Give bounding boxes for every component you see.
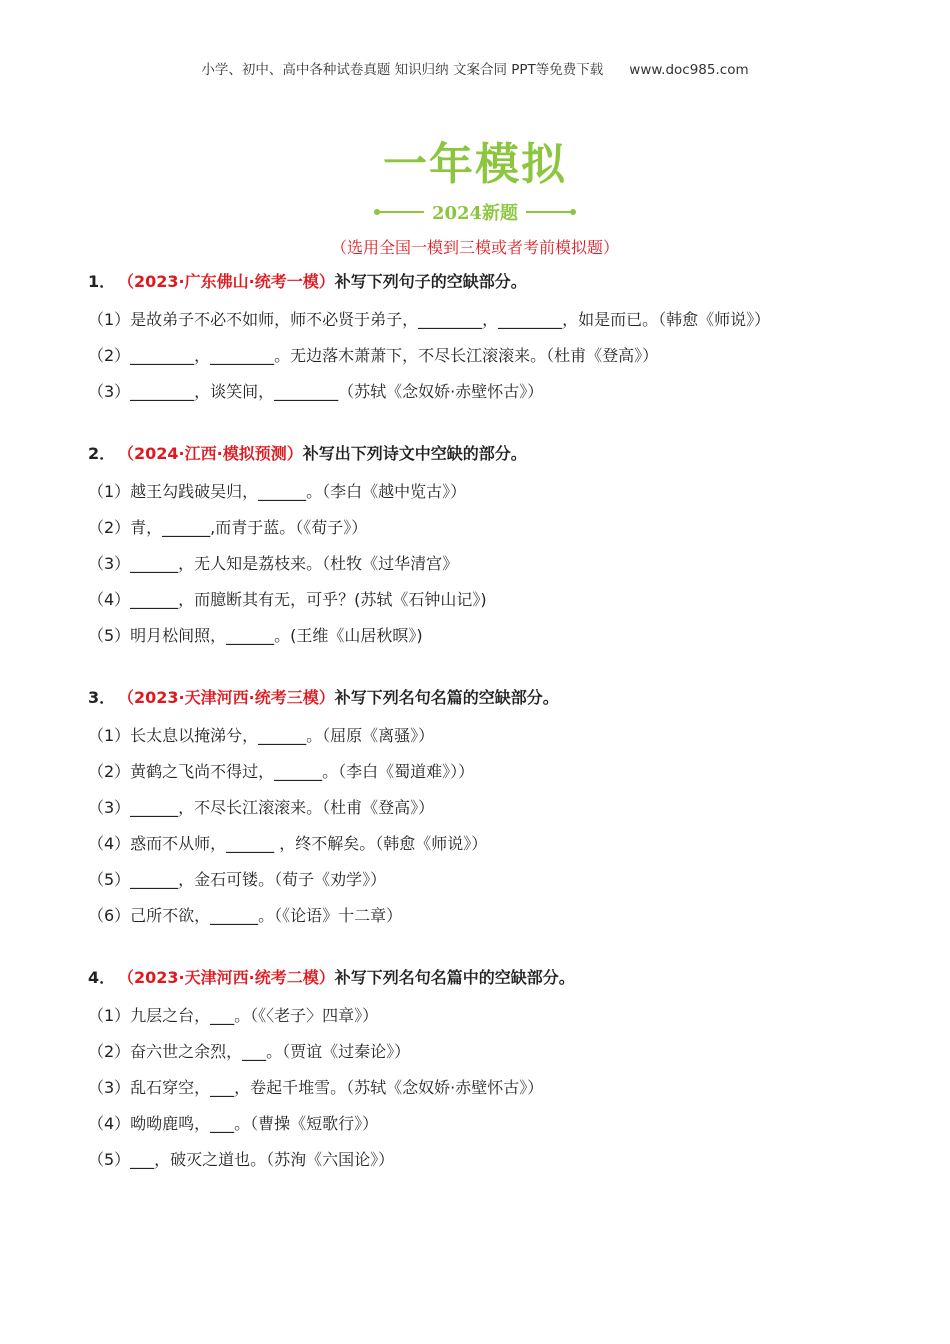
left-line-decoration xyxy=(380,211,424,213)
question-3 xyxy=(88,684,868,934)
question-item: （2）奋六世之余烈，___。（贾谊《过秦论》） xyxy=(88,1042,411,1061)
question-instruction: 补写下列句子的空缺部分。 xyxy=(334,272,527,291)
question-item: （5）______，金石可镂。（荀子《劝学》） xyxy=(88,870,387,889)
question-item: （1）九层之台，___。（《〈老子〉四章》） xyxy=(88,1006,379,1025)
question-item: （3）______，无人知是荔枝来。（杜牧《过华清宫》 xyxy=(88,554,459,573)
question-item: （5）明月松间照，______。(王维《山居秋暝》) xyxy=(88,626,423,645)
page-subtitle: 2024新题 xyxy=(431,203,519,224)
question-4 xyxy=(88,964,868,1178)
question-item: （4）惑而不从师，______ ，终不解矣。（韩愈《师说》） xyxy=(88,834,488,853)
question-source: （2024·江西·模拟预测） xyxy=(118,444,303,463)
question-2 xyxy=(88,440,868,654)
question-heading xyxy=(88,268,868,296)
question-item: （2）黄鹤之飞尚不得过，______。（李白《蜀道难》）） xyxy=(88,762,475,781)
question-number: 2． xyxy=(88,444,116,463)
question-item: （1）越王勾践破吴归，______。（李白《越中览古》） xyxy=(88,482,467,501)
question-source: （2023·天津河西·统考三模） xyxy=(118,688,335,707)
question-item: （2）青，______,而青于蓝。（《荀子》） xyxy=(88,518,368,537)
question-1 xyxy=(88,268,868,410)
question-item: （1）是故弟子不必不如师，师不必贤于弟子，________，________，如是而已。（韩愈《师说》） xyxy=(88,310,771,329)
question-instruction: 补写下列名句名篇中的空缺部分。 xyxy=(334,968,575,987)
site-header xyxy=(0,58,950,78)
question-source: （2023·广东佛山·统考一模） xyxy=(118,272,335,291)
question-item: （2）________，________。无边落木萧萧下，不尽长江滚滚来。（杜甫《登高》） xyxy=(88,346,659,365)
selection-note: （选用全国一模到三模或者考前模拟题） xyxy=(330,238,619,257)
question-instruction: 补写出下列诗文中空缺的部分。 xyxy=(302,444,527,463)
page-title: 一年模拟 xyxy=(383,139,567,190)
question-item: （4）______，而臆断其有无，可乎？(苏轼《石钟山记》) xyxy=(88,590,487,609)
header-text: 小学、初中、高中各种试卷真题 知识归纳 文案合同 PPT等免费下载 xyxy=(201,62,604,78)
subtitle-row xyxy=(0,199,950,225)
question-instruction: 补写下列名句名篇的空缺部分。 xyxy=(334,688,559,707)
question-source: （2023·天津河西·统考二模） xyxy=(118,968,335,987)
question-heading xyxy=(88,684,868,712)
question-item: （3）乱石穿空，___，卷起千堆雪。（苏轼《念奴娇·赤壁怀古》） xyxy=(88,1078,544,1097)
question-list xyxy=(88,268,868,1208)
question-item: （3）________，谈笑间，________（苏轼《念奴娇·赤壁怀古》） xyxy=(88,382,544,401)
question-item: （1）长太息以掩涕兮，______。（屈原《离骚》） xyxy=(88,726,435,745)
right-line-decoration xyxy=(526,211,570,213)
question-heading xyxy=(88,440,868,468)
question-number: 1． xyxy=(88,272,116,291)
question-item: （5）___，破灭之道也。（苏洵《六国论》） xyxy=(88,1150,395,1169)
question-number: 3． xyxy=(88,688,116,707)
question-number: 4． xyxy=(88,968,116,987)
question-heading xyxy=(88,964,868,992)
question-item: （6）己所不欲，______。（《论语》十二章） xyxy=(88,906,403,925)
right-dot-decoration xyxy=(570,209,576,215)
question-item: （3）______，不尽长江滚滚来。（杜甫《登高》） xyxy=(88,798,435,817)
header-site-link[interactable]: www.doc985.com xyxy=(629,62,749,78)
question-item: （4）呦呦鹿鸣，___。（曹操《短歌行》） xyxy=(88,1114,379,1133)
